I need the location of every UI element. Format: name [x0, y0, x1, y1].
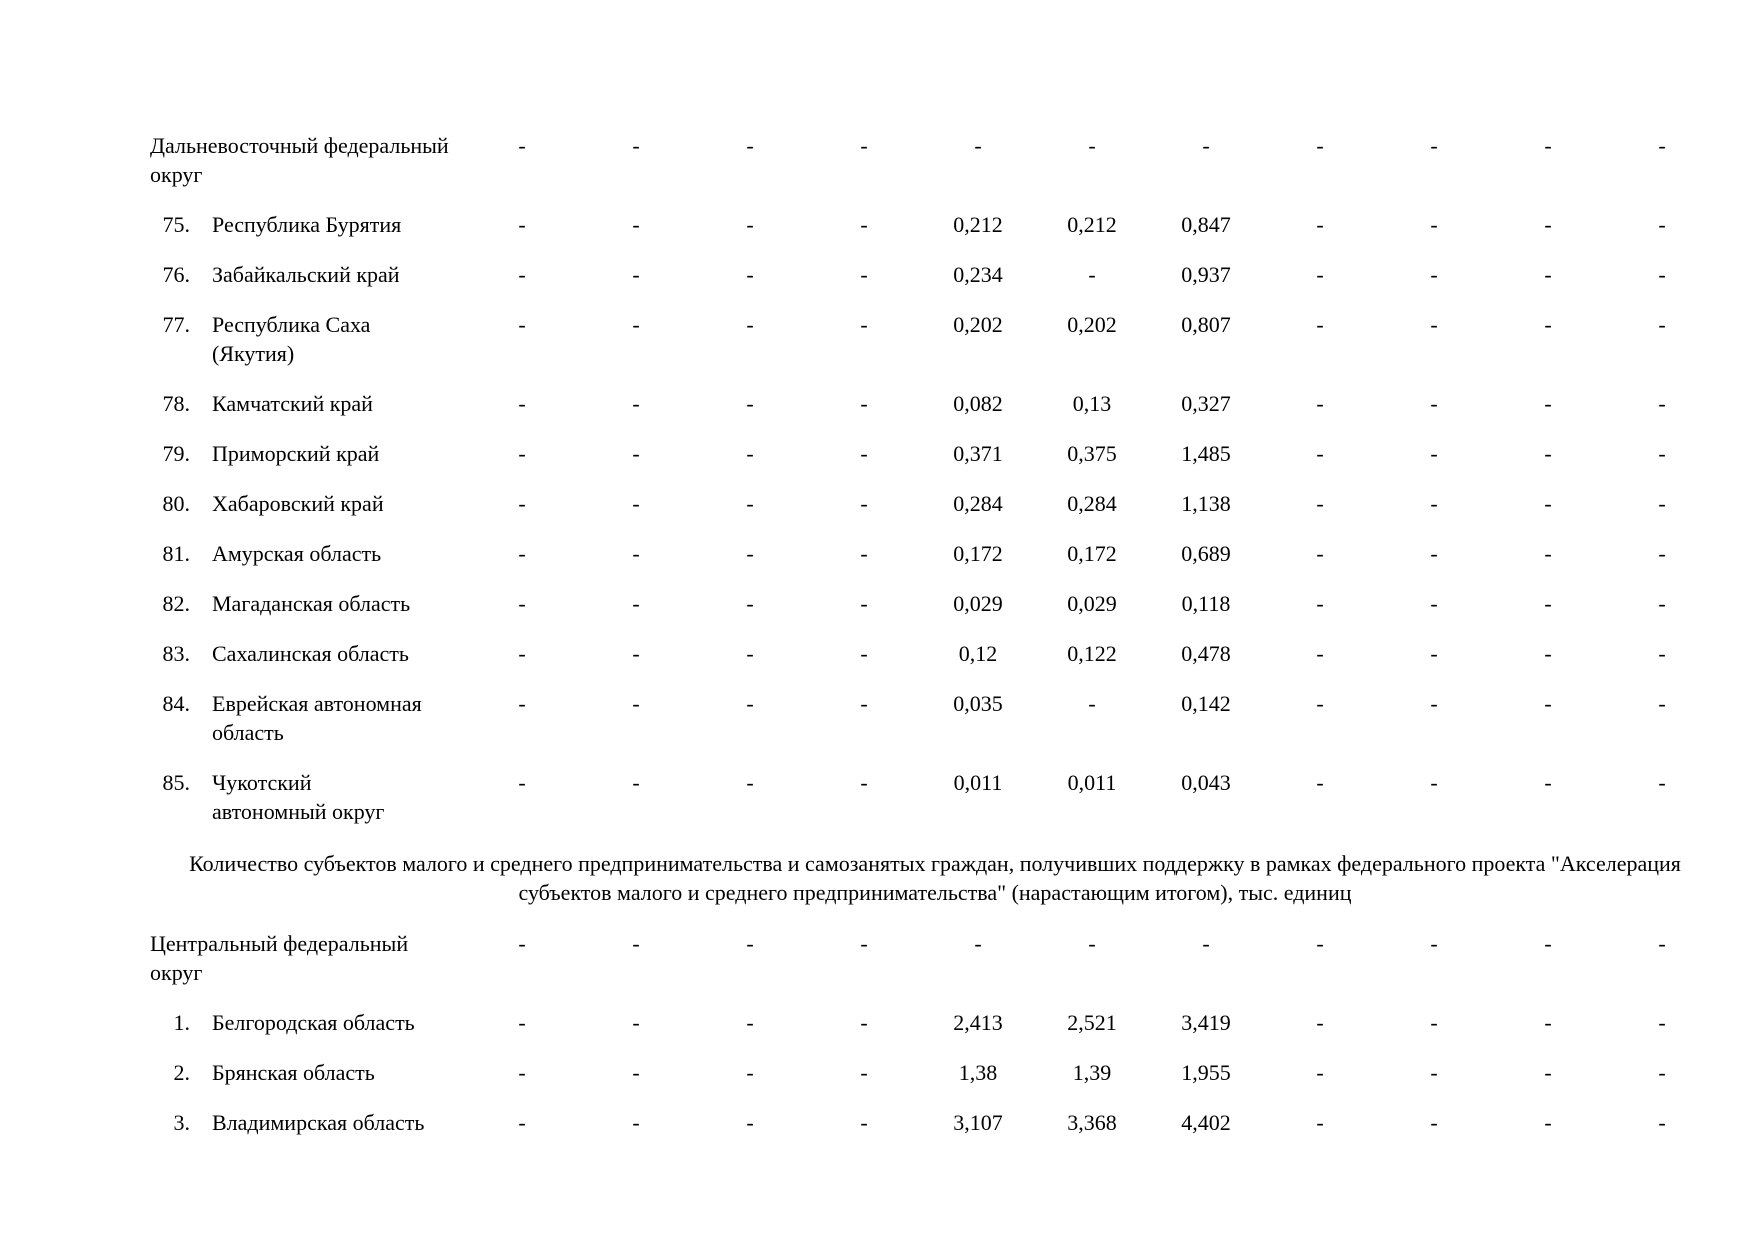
- value-cell: 1,955: [1181, 1060, 1231, 1085]
- value-cell: -: [1544, 691, 1552, 716]
- value-cell: -: [1316, 541, 1324, 566]
- value-cell: -: [1544, 441, 1552, 466]
- value-cell: 0,029: [1067, 591, 1117, 616]
- value-cell: -: [1202, 931, 1210, 956]
- row-number: 84.: [162, 691, 190, 716]
- table-row: [0, 260, 1754, 310]
- value-cell: -: [1430, 212, 1438, 237]
- value-cell: -: [1544, 591, 1552, 616]
- value-cell: -: [1658, 641, 1666, 666]
- section-title: Количество субъектов малого и среднего предпринимательства и самозанятых граждан, получивших поддержку в рамках федерального проекта "Акселерация субъектов малого и среднего предпринимательства" (нарастающим итогом), тыс. единиц: [189, 851, 1681, 905]
- table-row: [0, 768, 1754, 847]
- value-cell: -: [1658, 541, 1666, 566]
- value-cell: -: [746, 212, 754, 237]
- value-cell: 3,107: [953, 1110, 1003, 1135]
- row-number: 85.: [162, 770, 190, 795]
- value-cell: -: [746, 770, 754, 795]
- table-central: [0, 929, 1754, 1158]
- value-cell: -: [860, 1110, 868, 1135]
- value-cell: -: [1658, 262, 1666, 287]
- value-cell: -: [1658, 1010, 1666, 1035]
- value-cell: -: [860, 1010, 868, 1035]
- value-cell: -: [632, 491, 640, 516]
- value-cell: -: [1316, 1010, 1324, 1035]
- value-cell: 0,029: [953, 591, 1003, 616]
- value-cell: -: [518, 591, 526, 616]
- value-cell: -: [1088, 931, 1096, 956]
- value-cell: -: [1088, 133, 1096, 158]
- value-cell: -: [974, 931, 982, 956]
- value-cell: -: [860, 641, 868, 666]
- value-cell: -: [1430, 641, 1438, 666]
- district-name: Дальневосточный федеральный округ: [150, 133, 449, 187]
- value-cell: -: [632, 591, 640, 616]
- value-cell: -: [1430, 133, 1438, 158]
- row-number: 2.: [173, 1060, 190, 1085]
- value-cell: -: [1544, 1110, 1552, 1135]
- value-cell: -: [746, 441, 754, 466]
- value-cell: -: [746, 1110, 754, 1135]
- value-cell: -: [860, 1060, 868, 1085]
- row-number: 78.: [162, 391, 190, 416]
- value-cell: 0,122: [1067, 641, 1117, 666]
- value-cell: -: [746, 931, 754, 956]
- value-cell: -: [1430, 591, 1438, 616]
- value-cell: -: [1430, 491, 1438, 516]
- value-cell: -: [1544, 541, 1552, 566]
- value-cell: 0,12: [958, 641, 998, 666]
- value-cell: -: [860, 133, 868, 158]
- table-row: [0, 1008, 1754, 1058]
- value-cell: -: [1658, 1110, 1666, 1135]
- value-cell: 0,212: [1067, 212, 1117, 237]
- row-number: 3.: [173, 1110, 190, 1135]
- region-name: Республика Бурятия: [212, 212, 402, 237]
- value-cell: 0,011: [1067, 770, 1117, 795]
- value-cell: -: [860, 770, 868, 795]
- value-cell: 0,234: [953, 262, 1003, 287]
- value-cell: -: [632, 1110, 640, 1135]
- value-cell: -: [1658, 212, 1666, 237]
- value-cell: -: [1430, 770, 1438, 795]
- value-cell: -: [518, 133, 526, 158]
- value-cell: -: [632, 541, 640, 566]
- value-cell: 4,402: [1181, 1110, 1231, 1135]
- value-cell: 0,202: [953, 312, 1003, 337]
- region-name: Чукотский автономный округ: [212, 770, 385, 824]
- value-cell: -: [1316, 1060, 1324, 1085]
- table-row: [0, 310, 1754, 389]
- value-cell: -: [860, 931, 868, 956]
- value-cell: 0,035: [953, 691, 1003, 716]
- region-name: Белгородская область: [212, 1010, 415, 1035]
- region-name: Владимирская область: [212, 1110, 425, 1135]
- value-cell: -: [1544, 391, 1552, 416]
- value-cell: -: [1658, 133, 1666, 158]
- value-cell: 0,118: [1181, 591, 1231, 616]
- value-cell: -: [1430, 1010, 1438, 1035]
- value-cell: -: [746, 1060, 754, 1085]
- value-cell: 1,38: [958, 1060, 998, 1085]
- row-number: 81.: [162, 541, 190, 566]
- value-cell: -: [746, 133, 754, 158]
- region-name: Приморский край: [212, 441, 380, 466]
- row-number: 75.: [162, 212, 190, 237]
- value-cell: 0,937: [1181, 262, 1231, 287]
- value-cell: -: [518, 770, 526, 795]
- value-cell: -: [860, 441, 868, 466]
- value-cell: -: [1544, 133, 1552, 158]
- row-number: 1.: [173, 1010, 190, 1035]
- region-name: Камчатский край: [212, 391, 373, 416]
- value-cell: -: [1316, 1110, 1324, 1135]
- table-row: [0, 589, 1754, 639]
- value-cell: -: [746, 491, 754, 516]
- value-cell: -: [518, 212, 526, 237]
- region-name: Амурская область: [212, 541, 382, 566]
- value-cell: -: [518, 391, 526, 416]
- value-cell: 0,327: [1181, 391, 1231, 416]
- table-row: [0, 489, 1754, 539]
- value-cell: 1,485: [1181, 441, 1231, 466]
- value-cell: -: [1202, 133, 1210, 158]
- value-cell: 0,13: [1072, 391, 1112, 416]
- row-number: 77.: [162, 312, 190, 337]
- value-cell: -: [1430, 391, 1438, 416]
- value-cell: 0,284: [1067, 491, 1117, 516]
- value-cell: -: [746, 591, 754, 616]
- value-cell: -: [1544, 641, 1552, 666]
- value-cell: -: [518, 1010, 526, 1035]
- value-cell: -: [518, 691, 526, 716]
- value-cell: -: [1658, 312, 1666, 337]
- value-cell: -: [518, 641, 526, 666]
- table-row: [0, 1058, 1754, 1108]
- value-cell: -: [1316, 691, 1324, 716]
- value-cell: -: [1544, 1010, 1552, 1035]
- value-cell: -: [1658, 931, 1666, 956]
- value-cell: -: [1544, 212, 1552, 237]
- value-cell: -: [974, 133, 982, 158]
- region-name: Сахалинская область: [212, 641, 409, 666]
- value-cell: -: [632, 312, 640, 337]
- value-cell: -: [518, 491, 526, 516]
- value-cell: 0,082: [953, 391, 1003, 416]
- value-cell: -: [860, 212, 868, 237]
- value-cell: -: [746, 541, 754, 566]
- row-number: 76.: [162, 262, 190, 287]
- table-row: [0, 210, 1754, 260]
- value-cell: -: [1658, 1060, 1666, 1085]
- table-row: [0, 389, 1754, 439]
- value-cell: 0,011: [953, 770, 1003, 795]
- row-number: 79.: [162, 441, 190, 466]
- value-cell: -: [1658, 770, 1666, 795]
- value-cell: -: [518, 262, 526, 287]
- value-cell: -: [1658, 591, 1666, 616]
- value-cell: 1,39: [1072, 1060, 1112, 1085]
- value-cell: -: [746, 391, 754, 416]
- value-cell: -: [632, 641, 640, 666]
- value-cell: 0,284: [953, 491, 1003, 516]
- value-cell: -: [860, 262, 868, 287]
- value-cell: -: [746, 691, 754, 716]
- value-cell: 3,419: [1181, 1010, 1231, 1035]
- value-cell: -: [1544, 312, 1552, 337]
- region-name: Хабаровский край: [212, 491, 384, 516]
- value-cell: 2,413: [953, 1010, 1003, 1035]
- region-name: Забайкальский край: [212, 262, 400, 287]
- region-name: Республика Саха (Якутия): [212, 312, 371, 366]
- region-name: Еврейская автономная область: [212, 691, 422, 745]
- value-cell: 0,807: [1181, 312, 1231, 337]
- value-cell: -: [1316, 770, 1324, 795]
- value-cell: 0,212: [953, 212, 1003, 237]
- value-cell: -: [632, 691, 640, 716]
- value-cell: -: [860, 491, 868, 516]
- value-cell: -: [860, 391, 868, 416]
- value-cell: -: [632, 770, 640, 795]
- row-number: 80.: [162, 491, 190, 516]
- value-cell: -: [632, 212, 640, 237]
- table-row: [0, 639, 1754, 689]
- value-cell: -: [632, 1060, 640, 1085]
- value-cell: -: [518, 1060, 526, 1085]
- value-cell: 0,478: [1181, 641, 1231, 666]
- district-name: Центральный федеральный округ: [150, 931, 409, 985]
- region-name: Брянская область: [212, 1060, 375, 1085]
- value-cell: 0,172: [953, 541, 1003, 566]
- value-cell: -: [1316, 212, 1324, 237]
- district-row-far-east: [0, 131, 1754, 210]
- value-cell: -: [746, 641, 754, 666]
- table-row: [0, 539, 1754, 589]
- table-far-east: [0, 131, 1754, 847]
- value-cell: -: [632, 931, 640, 956]
- value-cell: -: [1316, 312, 1324, 337]
- value-cell: 1,138: [1181, 491, 1231, 516]
- value-cell: -: [746, 312, 754, 337]
- row-number: 82.: [162, 591, 190, 616]
- value-cell: -: [1544, 931, 1552, 956]
- value-cell: -: [632, 133, 640, 158]
- value-cell: -: [1430, 262, 1438, 287]
- value-cell: -: [1658, 691, 1666, 716]
- value-cell: -: [746, 1010, 754, 1035]
- value-cell: 0,043: [1181, 770, 1231, 795]
- value-cell: -: [1316, 262, 1324, 287]
- value-cell: -: [1544, 770, 1552, 795]
- value-cell: -: [1316, 931, 1324, 956]
- value-cell: -: [632, 441, 640, 466]
- value-cell: 0,172: [1067, 541, 1117, 566]
- value-cell: -: [1544, 262, 1552, 287]
- value-cell: 3,368: [1067, 1110, 1117, 1135]
- value-cell: -: [1316, 591, 1324, 616]
- value-cell: -: [1316, 133, 1324, 158]
- value-cell: -: [1316, 491, 1324, 516]
- value-cell: 0,375: [1067, 441, 1117, 466]
- value-cell: -: [1430, 441, 1438, 466]
- table-row: [0, 439, 1754, 489]
- value-cell: -: [1544, 491, 1552, 516]
- value-cell: -: [1316, 391, 1324, 416]
- value-cell: -: [1316, 441, 1324, 466]
- value-cell: -: [518, 441, 526, 466]
- value-cell: 0,371: [953, 441, 1003, 466]
- value-cell: -: [1430, 691, 1438, 716]
- district-row-central: [0, 929, 1754, 1008]
- value-cell: -: [860, 691, 868, 716]
- value-cell: -: [632, 391, 640, 416]
- value-cell: -: [860, 312, 868, 337]
- value-cell: -: [632, 1010, 640, 1035]
- value-cell: -: [1088, 262, 1096, 287]
- row-number: 83.: [162, 641, 190, 666]
- value-cell: 0,689: [1181, 541, 1231, 566]
- value-cell: -: [860, 541, 868, 566]
- value-cell: -: [1316, 641, 1324, 666]
- value-cell: -: [746, 262, 754, 287]
- value-cell: 0,847: [1181, 212, 1231, 237]
- value-cell: -: [1430, 312, 1438, 337]
- value-cell: -: [1430, 931, 1438, 956]
- value-cell: -: [518, 931, 526, 956]
- value-cell: 0,142: [1181, 691, 1231, 716]
- table-row: [0, 1108, 1754, 1158]
- value-cell: -: [1430, 1060, 1438, 1085]
- value-cell: -: [1088, 691, 1096, 716]
- value-cell: -: [860, 591, 868, 616]
- value-cell: -: [518, 312, 526, 337]
- value-cell: -: [518, 541, 526, 566]
- value-cell: -: [1430, 541, 1438, 566]
- table-row: [0, 689, 1754, 768]
- value-cell: 0,202: [1067, 312, 1117, 337]
- region-name: Магаданская область: [212, 591, 411, 616]
- value-cell: -: [1544, 1060, 1552, 1085]
- value-cell: 2,521: [1067, 1010, 1117, 1035]
- value-cell: -: [1658, 441, 1666, 466]
- value-cell: -: [1658, 491, 1666, 516]
- value-cell: -: [1430, 1110, 1438, 1135]
- value-cell: -: [632, 262, 640, 287]
- value-cell: -: [518, 1110, 526, 1135]
- value-cell: -: [1658, 391, 1666, 416]
